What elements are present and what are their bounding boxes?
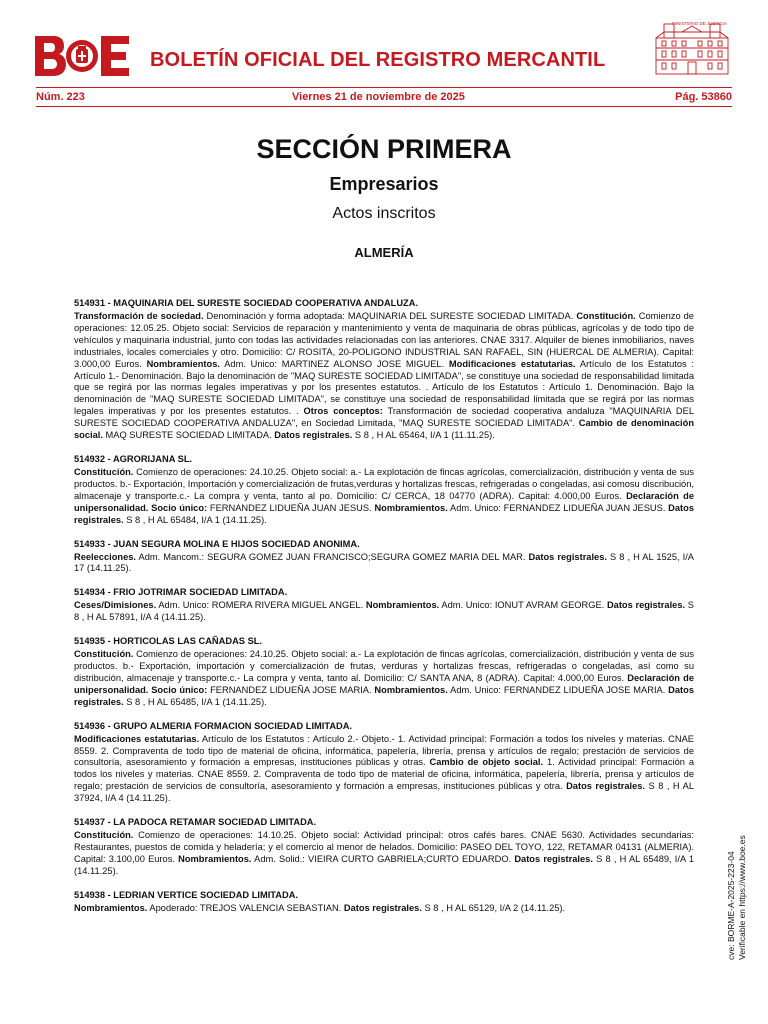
entry-text: Apoderado: TREJOS VALENCIA SEBASTIAN. (147, 902, 344, 913)
entry-body (74, 311, 694, 442)
entry-text: S 8 , H AL 65464, I/A 1 (11.11.25). (352, 430, 495, 441)
entry-text: S 8 , H AL 65485, I/A 1 (14.11.25). (123, 696, 267, 707)
entry-text: Adm. Unico: MARTINEZ ALONSO JOSE MIGUEL. (219, 358, 449, 369)
verification-url[interactable]: Verificable en https://www.boe.es (737, 835, 747, 960)
entry-label: Datos registrales. (528, 551, 607, 562)
entry-text: FERNANDEZ LIDUEÑA JOSE MARIA. (207, 684, 375, 695)
entry-heading: 514936 - GRUPO ALMERIA FORMACION SOCIEDAD LIMITADA. (74, 720, 353, 731)
entry-heading: 514937 - LA PADOCA RETAMAR SOCIEDAD LIMITADA. (74, 817, 317, 828)
entry-label: Datos registrales. (74, 502, 695, 525)
entry-label: Datos registrales. (343, 902, 422, 913)
entry-text: Adm. Mancom.: SEGURA GOMEZ JUAN FRANCISCO;SEGURA GOMEZ MARIA DEL MAR. (136, 551, 529, 562)
page-header (0, 0, 768, 90)
entry-label: Modificaciones estatutarias. (448, 358, 576, 369)
cve-code: cve: BORME-A-2025-223-04 (726, 851, 736, 960)
entry-body (74, 830, 694, 878)
entry-text: 1. Actividad principal: Formación a todos los niveles y materias. CNAE 8559. 2. Compraventa de todo tipo de material de oficina, informática, papelería, librería, prensa y artículos de regalo; prestación de servicios de consultoría, asesoramiento y formación a empresas, instituciones públicas y otra. (74, 757, 695, 792)
registry-entry (74, 453, 694, 527)
entry-label: Constitución. (74, 466, 134, 477)
entry-heading: 514931 - MAQUINARIA DEL SURESTE SOCIEDAD COOPERATIVA ANDALUZA. (74, 298, 419, 308)
entry-body (74, 734, 694, 805)
registry-entry (74, 635, 694, 709)
entry-body (74, 600, 694, 624)
ministry-building-icon (652, 18, 732, 78)
entry-label: Datos registrales. (274, 430, 353, 441)
ministry-label: MINISTERIO DE JUSTICIA (672, 21, 728, 26)
entry-text: S 8 , H AL 65484, I/A 1 (14.11.25). (123, 514, 267, 525)
entry-label: Reelecciones. (74, 551, 137, 562)
subsection-title: Empresarios (329, 174, 439, 194)
entry-label: Constitución. (74, 830, 134, 841)
entry-text: S 8 , H AL 1525, I/A 17 (14.11.25). (74, 551, 695, 574)
entry-heading: 514933 - JUAN SEGURA MOLINA E HIJOS SOCIEDAD ANONIMA. (74, 538, 360, 549)
entry-heading: 514938 - LEDRIAN VERTICE SOCIEDAD LIMITADA. (74, 889, 299, 900)
entry-text: FERNANDEZ LIDUEÑA JUAN JESUS. (207, 502, 375, 513)
entry-heading: 514935 - HORTICOLAS LAS CAÑADAS SL. (74, 636, 263, 647)
entry-text: S 8 , H AL 57891, I/A 4 (14.11.25). (74, 600, 694, 623)
entry-label: Constitución. (576, 311, 636, 321)
entry-label: Nombramientos. (374, 502, 448, 513)
entry-text: Comienzo de operaciones: 24.10.25. Objeto social: a.- La explotación de fincas agrícolas, comercialización, distribución y venta de sus productos. b.- Exportación, Importación y comercialización de frutas,verduras y hortalizas frescas, refrigeradas o congeladas, asi comosu discribución, almacenaje y transporte.c.- La compra y venta, tanto al po. Domicilio: C/ CERCA, 18 04770 (ADRA). Capital: 4.000,00 Euros. (74, 466, 694, 501)
entry-body (74, 467, 694, 527)
publication-title: BOLETÍN OFICIAL DEL REGISTRO MERCANTIL (150, 49, 606, 71)
entries-list (74, 297, 694, 926)
province-heading: ALMERÍA (354, 245, 414, 260)
entry-label: Otros conceptos: (303, 406, 383, 417)
entry-text: Comienzo de operaciones: 12.05.25. Objeto social: Servicios de reparación y mantenimiento y venta de maquinaria de obras públicas, agrícolas y de todo tipo de vehículos y maquinaria industrial, junto con todas las actividades relacionadas con las anteriores. CNAE 3317. Alquiler de bienes inmobiliarios, naves industriales, locales comerciales y otro. Domicilio: C/ ROSITA, 20-POLIGONO INDUSTRIAL SAN RAFAEL, SIN (HUERCAL DE ALMERIA). Capital: 3.000,00 Euros. (74, 311, 694, 369)
entry-text: Adm. Unico: IONUT AVRAM GEORGE. (439, 600, 607, 611)
entry-text: Artículo de los Estatutos : Artículo 2.- Objeto.- 1. Actividad principal: Formación a todos los niveles y materias. CNAE 8559. 2. Compraventa de todo tipo de material de oficina, informática, papelería, librería, prensa y artículos de regalo; prestación de servicios de consultoría, asesoramiento y formación a empresas, instituciones públicas y otras. (74, 733, 694, 768)
page-number: Pág. 53860 (675, 91, 732, 103)
entry-text: Transformación de sociedad cooperativa andaluza "MAQUINARIA DEL SURESTE SOCIEDAD COOPERATIVA ANDALUZA", en Sociedad Limitada, "MAQ SURESTE SOCIEDAD LIMITADA". (74, 406, 694, 429)
entry-text: S 8 , H AL 65129, I/A 2 (14.11.25). (421, 902, 566, 913)
entry-label: Declaración de unipersonalidad. Socio único: (74, 490, 694, 513)
registry-entry (74, 586, 694, 624)
header-rule-top (36, 87, 732, 88)
registry-entry (74, 816, 694, 878)
registry-entry (74, 720, 694, 805)
entry-text: Adm. Unico: FERNANDEZ LIDUEÑA JOSE MARIA. (447, 684, 669, 695)
entry-label: Datos registrales. (606, 600, 686, 611)
entry-text: S 8 , H AL 65489, I/A 1 (14.11.25). (74, 853, 694, 876)
entry-label: Cambio de denominación social. (74, 418, 694, 441)
header-rule-bottom (36, 106, 732, 107)
entry-heading: 514934 - FRIO JOTRIMAR SOCIEDAD LIMITADA. (74, 587, 288, 598)
entry-label: Ceses/Dimisiones. (74, 600, 157, 611)
entry-text: Adm. Unico: ROMERA RIVERA MIGUEL ANGEL. (156, 600, 366, 611)
verification-note (726, 835, 748, 960)
registry-entry (74, 297, 694, 442)
entry-text: Adm. Solid.: VIEIRA CURTO GABRIELA;CURTO EDUARDO. (251, 853, 515, 864)
registry-entry (74, 538, 694, 576)
entry-label: Constitución. (74, 649, 134, 660)
entry-label: Datos registrales. (514, 853, 593, 864)
entry-text: Comienzo de operaciones: 24.10.25. Objeto social: a.- La explotación de fincas agrícolas, comercialización, distribución y venta de sus productos. b.- Exportación, importación y comercialización de frutas, verduras y hortalizas frescas, refrigeradas o congeladas, así como su distribución, almacenaje y transporte.c.- La compra y venta, tanto al. Domicilio: C/ SANTA ANA, 8 (ADRA). Capital: 4.000,00 Euros. (74, 649, 694, 683)
entry-label: Cambio de objeto social. (429, 757, 544, 768)
entry-text: Adm. Unico: FERNANDEZ LIDUEÑA JUAN JESUS. (447, 502, 669, 513)
entry-label: Nombramientos. (365, 600, 440, 611)
section-title: SECCIÓN PRIMERA (256, 134, 512, 164)
entry-text: Comienzo de operaciones: 14.10.25. Objeto social: Actividad principal: otros cafés bares. CNAE 5630. Actividades secundarias: Restaurantes, puestos de comida y heladería; y el comercio al menor de helados. Domicilio: PASEO DEL TOYO, 122, RETAMAR 04131 (ALMERIA). Capital: 3.100,00 Euros. (74, 830, 694, 864)
entry-body (74, 649, 694, 709)
entry-body (74, 903, 694, 915)
entry-text: Denominación y forma adoptada: MAQUINARIA DEL SURESTE SOCIEDAD LIMITADA. (203, 311, 577, 321)
entry-label: Declaración de unipersonalidad. Socio único: (74, 672, 694, 695)
entry-label: Nombramientos. (374, 684, 448, 695)
entry-label: Transformación de sociedad. (74, 311, 204, 321)
issue-number: Núm. 223 (36, 91, 85, 103)
entry-heading: 514932 - AGRORIJANA SL. (74, 453, 193, 464)
entry-label: Datos registrales. (566, 781, 646, 792)
entry-body (74, 552, 694, 576)
section-subtitle: Actos inscritos (332, 205, 436, 222)
registry-entry (74, 889, 694, 915)
entry-label: Datos registrales. (74, 684, 694, 707)
entry-label: Modificaciones estatutarias. (74, 733, 200, 744)
entry-text: S 8 , H AL 37924, I/A 4 (14.11.25). (74, 781, 694, 804)
entry-label: Nombramientos. (146, 358, 220, 369)
boe-logo-icon (35, 36, 129, 76)
entry-label: Nombramientos. (178, 853, 252, 864)
issue-date: Viernes 21 de noviembre de 2025 (292, 91, 465, 103)
entry-text: MAQ SURESTE SOCIEDAD LIMITADA. (102, 430, 275, 441)
entry-label: Nombramientos. (74, 902, 148, 913)
entry-text: Artículo de los Estatutos : Artículo 1.- Denominación. Bajo la denominación de "MAQ SURESTE SOCIEDAD LIMITADA", se constituye una sociedad de responsabilidad limitada que se regirá por las normas legales imperativas y por los presentes estatutos. . Artículo de los Estatutos : Artículo 1. Denominación. Bajo la denominación de "MAQ SURESTE SOCIEDAD LIMITADA", se constituye una sociedad de responsabilidad limitada que se regirá por las normas legales imperativas y por los presentes estatutos. . (74, 358, 695, 417)
